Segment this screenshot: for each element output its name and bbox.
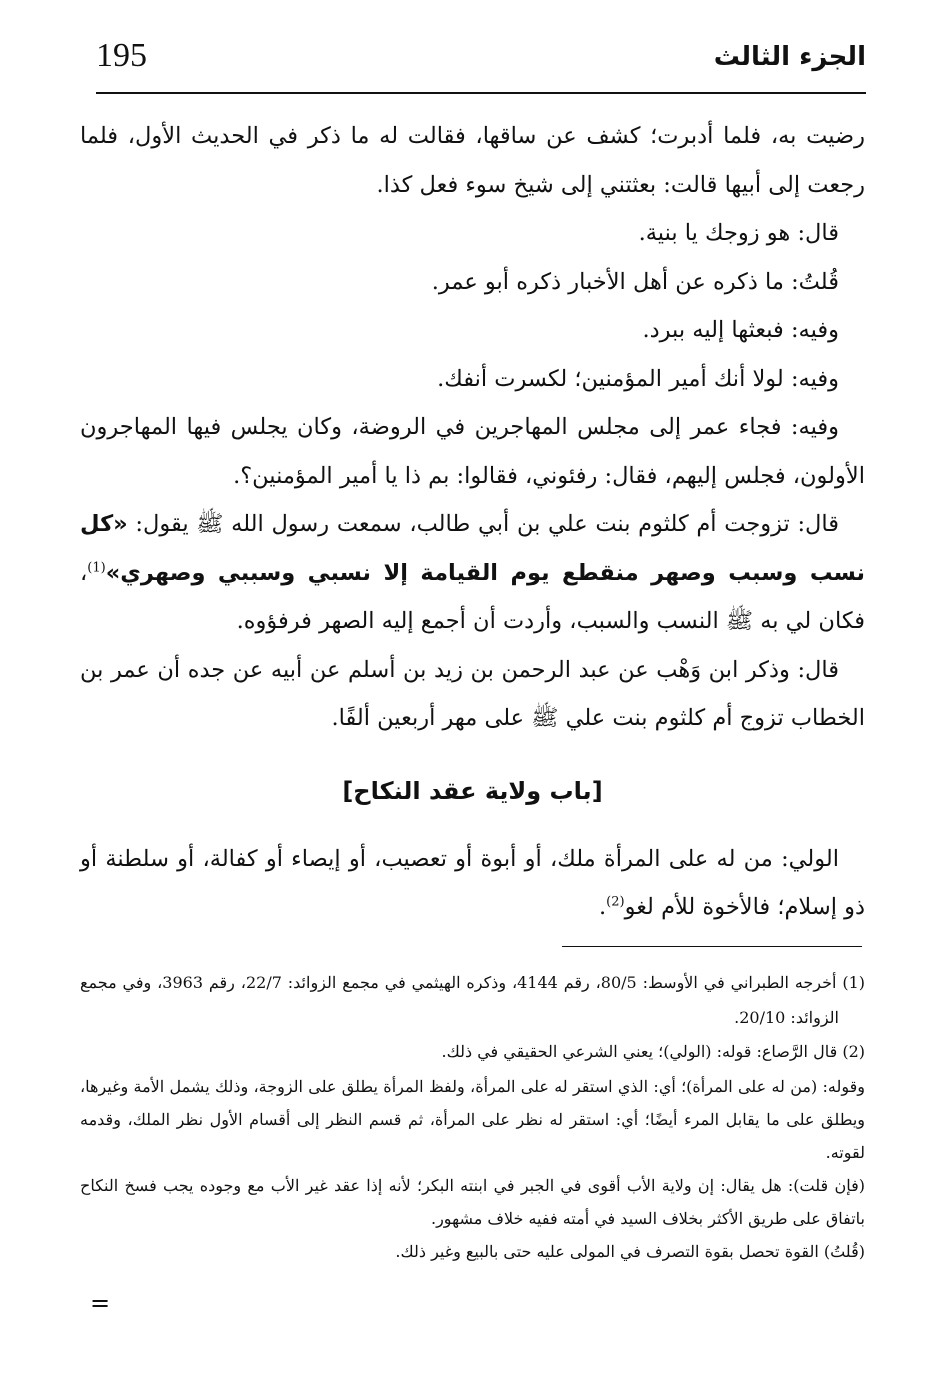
continuation-mark: = bbox=[90, 1289, 111, 1317]
page-number: 195 bbox=[96, 37, 147, 74]
section-paragraph bbox=[80, 835, 865, 932]
paragraph: وفيه: لولا أنك أمير المؤمنين؛ لكسرت أنفك. bbox=[437, 365, 839, 392]
section-text: الولي: من له على المرأة ملك، أو أبوة أو تعصيب، أو إيصاء أو كفالة، أو سلطنة أو ذو إسلام؛ فالأخوة للأم لغو bbox=[80, 845, 865, 920]
section-title: [باب ولاية عقد النكاح] bbox=[342, 776, 603, 805]
paragraph: وفيه: فبعثها إليه ببرد. bbox=[642, 317, 839, 343]
hadith-rest: ، فكان لي به ﷺ النسب والسبب، وأردت أن أجمع إليه الصهر فرفؤوه. bbox=[80, 559, 865, 634]
running-head: الجزء الثالث bbox=[713, 42, 866, 72]
main-text bbox=[80, 112, 865, 932]
footnote-ref: (2) bbox=[606, 894, 625, 910]
footnote-separator bbox=[562, 946, 862, 947]
footnote-1: (1) أخرجه الطبراني في الأوسط: 80/5، رقم 4144، وذكره الهيثمي في مجمع الزوائد: 22/7، رقم 3963، وفي مجمع الزوائد: 20/10. bbox=[80, 973, 866, 1027]
footnotes bbox=[80, 966, 865, 1268]
footnote-2-paragraph: (فإن قلت): هل يقال: إن ولاية الأب أقوى في الجبر في ابنته البكر؛ لأنه إذا عقد غير الأب مع وجوده يجب فسخ النكاح باتفاق على طريق الأكثر بخلاف السيد في أمته ففيه خلاف مشهور. bbox=[80, 1175, 866, 1228]
footnote-ref: (1) bbox=[87, 560, 106, 575]
paragraph: رضيت به، فلما أدبرت؛ كشف عن ساقها، فقالت له ما ذكر في الحديث الأول، فلما رجعت إلى أبيها قالت: بعثتني إلى شيخ سوء فعل كذا. bbox=[80, 123, 865, 198]
hadith-paragraph bbox=[80, 500, 865, 646]
paragraph: قال: وذكر ابن وَهْب عن عبد الرحمن بن زيد بن أسلم عن أبيه عن جده أن عمر بن الخطاب تزوج أم كلثوم بنت علي ﷺ على مهر أربعين ألفًا. bbox=[80, 656, 865, 731]
paragraph: وفيه: فجاء عمر إلى مجلس المهاجرين في الروضة، وكان يجلس فيها المهاجرون الأولون، فجلس إليهم، فقال: رفئوني، فقالوا: بم ذا يا أمير المؤمنين؟. bbox=[80, 414, 865, 489]
header-rule bbox=[96, 92, 866, 94]
page-header bbox=[96, 36, 866, 86]
paragraph: قال: هو زوجك يا بنية. bbox=[638, 220, 839, 246]
footnote-2: (2) قال الرَّصاع: قوله: (الولي)؛ يعني الشرعي الحقيقي في ذلك. bbox=[441, 1042, 865, 1061]
hadith-intro: قال: تزوجت أم كلثوم بنت علي بن أبي طالب، سمعت رسول الله ﷺ يقول: bbox=[127, 511, 839, 537]
footnote-2-paragraph: (قُلتُ) القوة تحصل بقوة التصرف في المولى عليه حتى بالبيع وغير ذلك. bbox=[395, 1241, 865, 1261]
paragraph: قُلتُ: ما ذكره عن أهل الأخبار ذكره أبو عمر. bbox=[431, 268, 839, 295]
hadith-quote: «كل نسب وسبب وصهر منقطع يوم القيامة إلا نسبي وسببي وصهري» bbox=[80, 511, 865, 586]
footnote-2-paragraph: وقوله: (من له على المرأة)؛ أي: الذي استقر له على المرأة، ولفظ المرأة يطلق على الزوجة، وذلك يشمل الأمة وغيرها، ويطلق على ما يقابل المرء أيضًا؛ أي: استقر له نظر على المرأة، ثم قسم النظر إلى أقسام الأول نظر الملك، وقدمه لقوته. bbox=[80, 1076, 866, 1162]
section-text-end: . bbox=[598, 894, 607, 920]
